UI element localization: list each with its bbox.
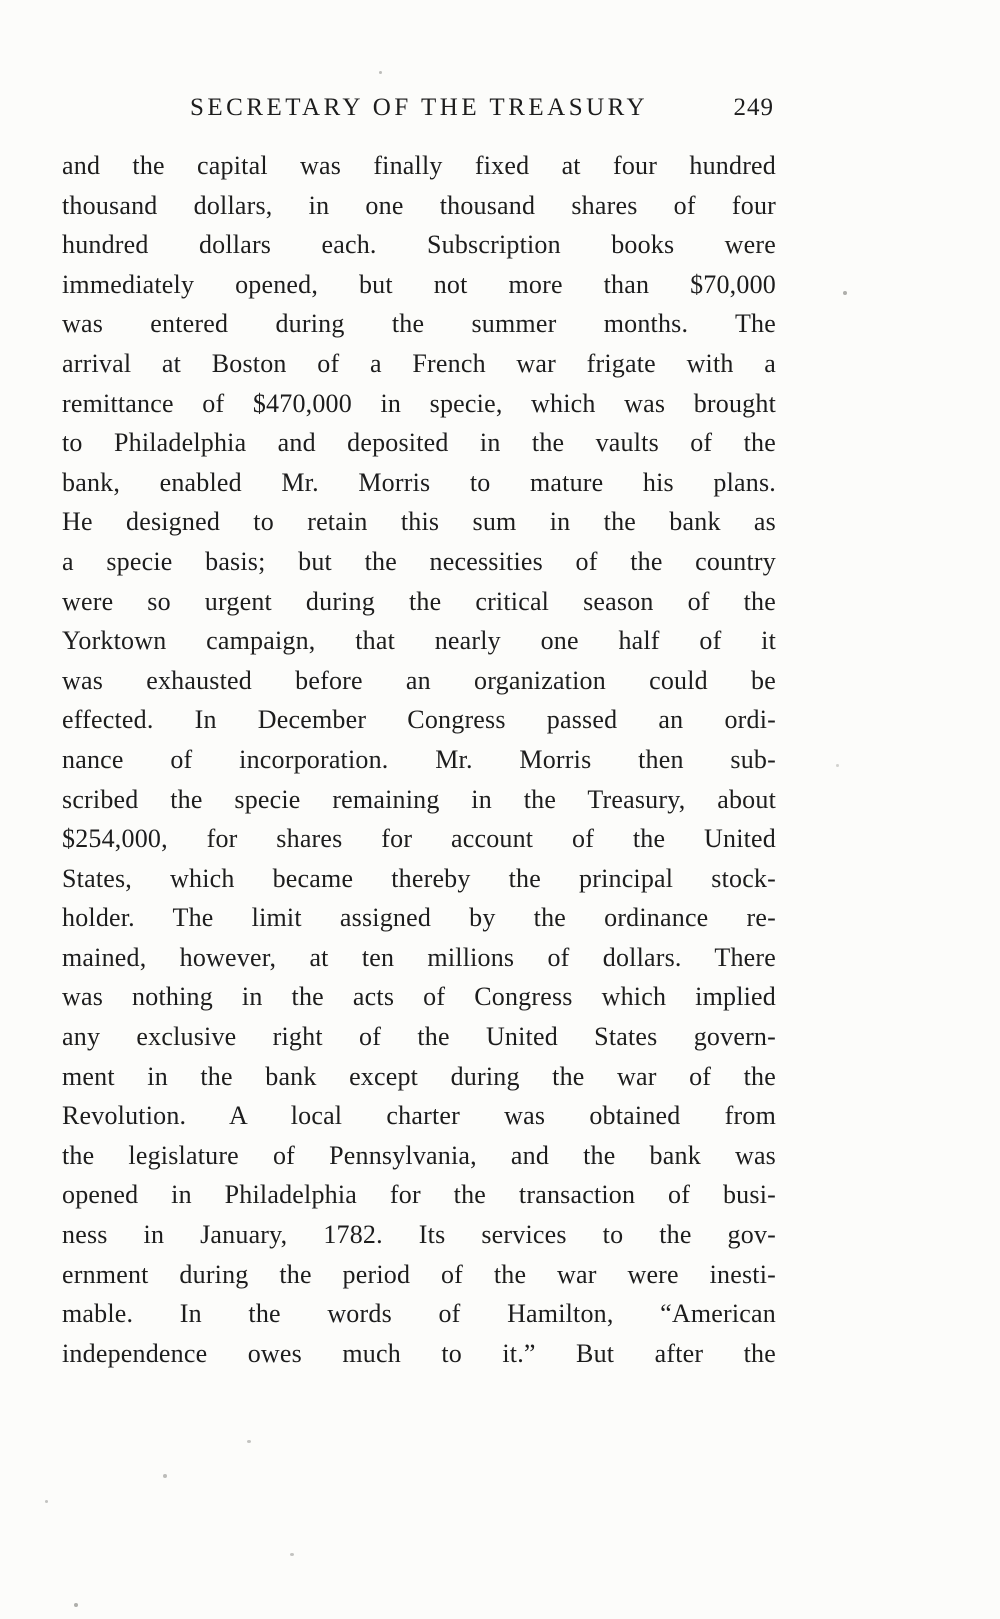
text-line: to Philadelphia and deposited in the vaults of the: [62, 428, 776, 458]
text-line: ness in January, 1782. Its services to the gov-: [62, 1220, 776, 1250]
scan-speck: [163, 1474, 167, 1478]
text-line: mable. In the words of Hamilton, “American: [62, 1299, 776, 1329]
text-line: was exhausted before an organization could be: [62, 665, 776, 695]
text-line: the legislature of Pennsylvania, and the bank was: [62, 1140, 776, 1170]
text-line: immediately opened, but not more than $70,000: [62, 269, 776, 299]
text-line: Revolution. A local charter was obtained from: [62, 1101, 776, 1131]
scan-speck: [45, 1500, 48, 1503]
text-line: nance of incorporation. Mr. Morris then sub-: [62, 744, 776, 774]
text-line: hundred dollars each. Subscription books were: [62, 230, 776, 260]
text-line: and the capital was finally fixed at four hundred: [62, 151, 776, 180]
text-line: Yorktown campaign, that nearly one half of it: [62, 626, 776, 656]
text-line: a specie basis; but the necessities of the country: [62, 546, 776, 576]
text-line: ernment during the period of the war were inesti-: [62, 1259, 776, 1289]
text-line: opened in Philadelphia for the transaction of busi-: [62, 1180, 776, 1210]
text-line: $254,000, for shares for account of the United: [62, 824, 776, 854]
scan-speck: [290, 1553, 294, 1556]
text-line: were so urgent during the critical season of the: [62, 586, 776, 616]
text-line: was entered during the summer months. The: [62, 309, 776, 339]
running-header-title: SECRETARY OF THE TREASURY: [189, 94, 649, 121]
text-line: mained, however, at ten millions of dollars. There: [62, 942, 776, 972]
scan-speck: [843, 291, 847, 295]
text-line: was nothing in the acts of Congress which implied: [62, 982, 776, 1012]
text-line: bank, enabled Mr. Morris to mature his plans.: [62, 467, 776, 497]
scan-speck: [74, 1603, 78, 1607]
text-line: ment in the bank except during the war of the: [62, 1061, 776, 1091]
scan-speck: [836, 764, 839, 767]
scan-speck: [379, 71, 382, 74]
text-line: States, which became thereby the principal stock-: [62, 863, 776, 893]
text-line: independence owes much to it.” But after the: [62, 1338, 776, 1368]
running-header: [62, 94, 776, 128]
text-line: scribed the specie remaining in the Treasury, about: [62, 784, 776, 814]
text-line: remittance of $470,000 in specie, which was brought: [62, 388, 776, 418]
text-line: He designed to retain this sum in the bank as: [62, 507, 776, 537]
body-text: [62, 146, 776, 1373]
text-line: thousand dollars, in one thousand shares of four: [62, 190, 776, 220]
text-line: arrival at Boston of a French war frigate with a: [62, 348, 776, 378]
scan-speck: [247, 1440, 251, 1443]
text-line: holder. The limit assigned by the ordinance re-: [62, 903, 776, 933]
text-line: any exclusive right of the United States govern-: [62, 1022, 776, 1052]
text-line: effected. In December Congress passed an ordi-: [62, 705, 776, 735]
page-number: 249: [733, 94, 774, 121]
